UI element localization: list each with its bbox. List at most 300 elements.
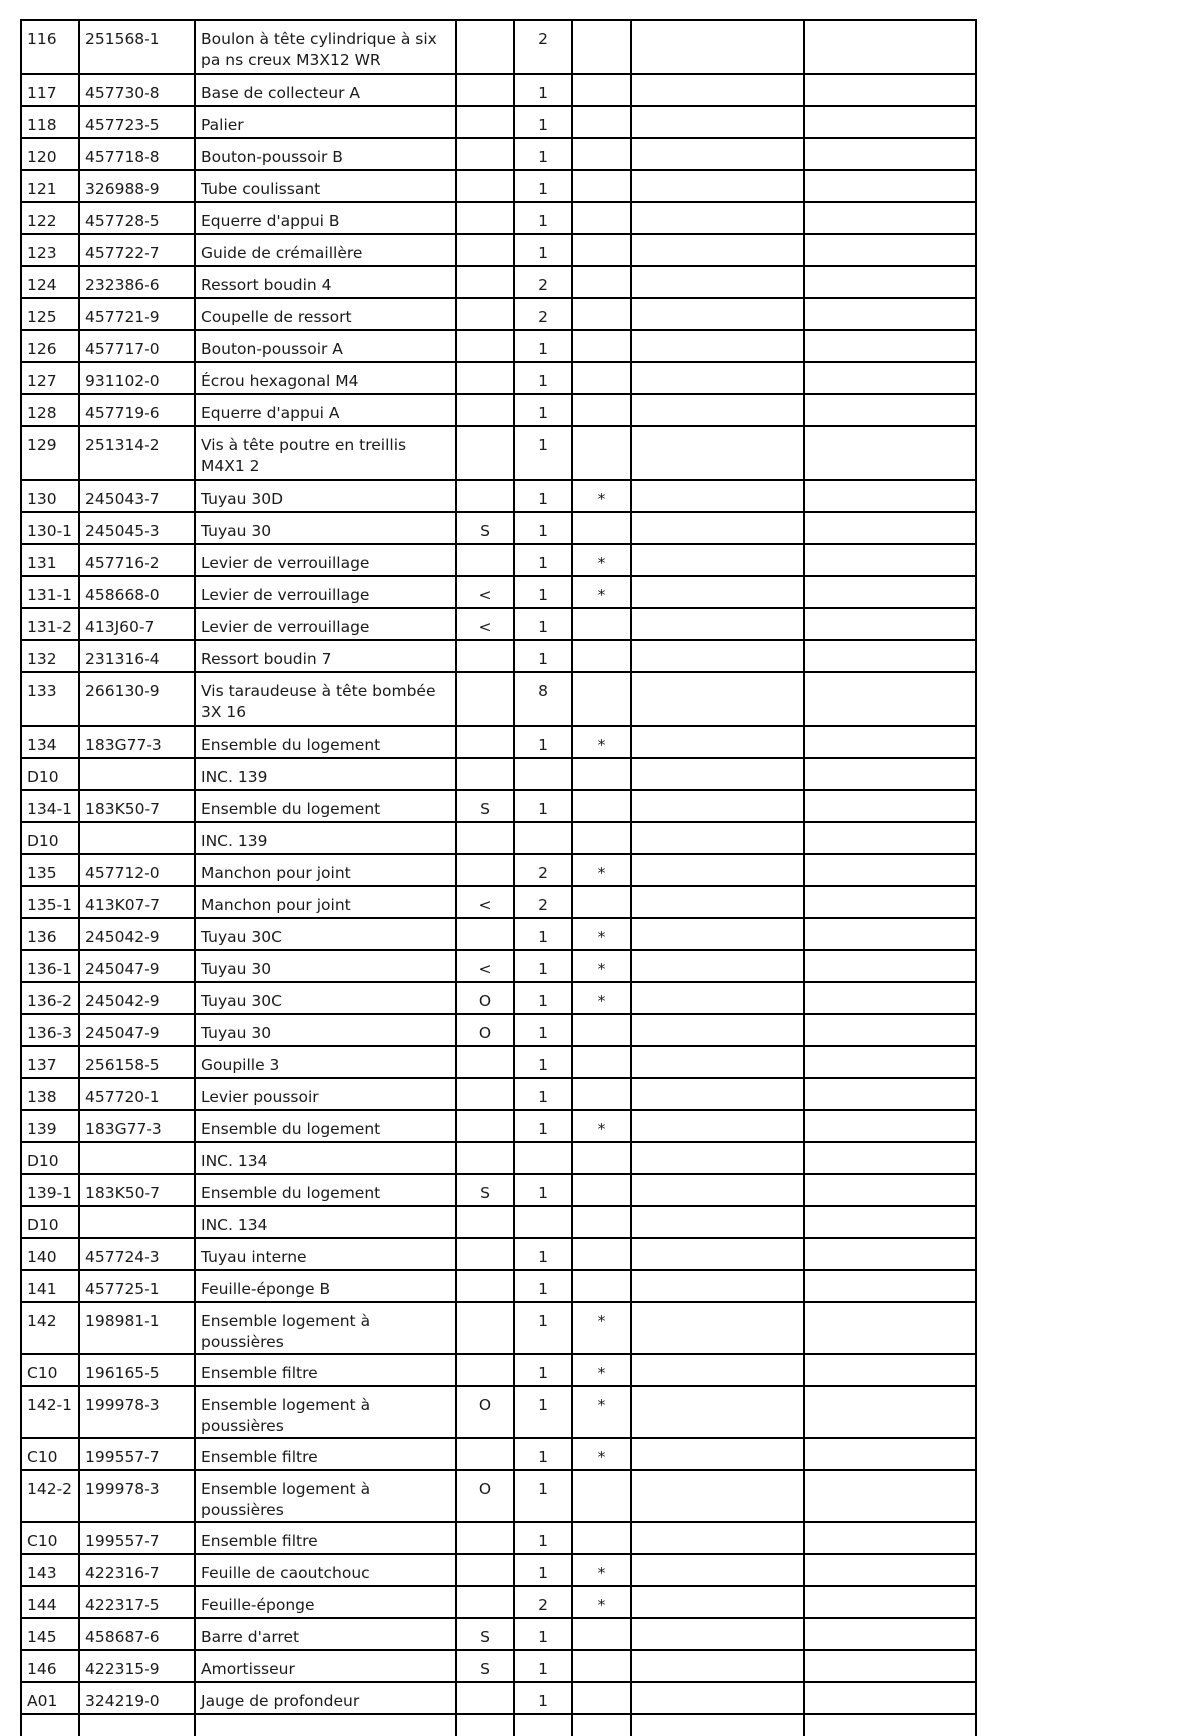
description-cell: Tuyau 30: [195, 1014, 456, 1046]
table-row: [21, 726, 976, 758]
ref-no-cell: [21, 1714, 79, 1736]
note-cell: S: [456, 1650, 514, 1682]
blank-cell: [631, 758, 804, 790]
ref-no-cell: 120: [21, 138, 79, 170]
note-cell: [456, 822, 514, 854]
part-no-cell: 324219-0: [79, 1682, 195, 1714]
blank-cell: [804, 790, 976, 822]
part-no-cell: 422317-5: [79, 1586, 195, 1618]
note-cell: [456, 1238, 514, 1270]
table-row: [21, 74, 976, 106]
blank-cell: [631, 544, 804, 576]
mark-cell: [572, 608, 631, 640]
part-no-cell: [79, 1142, 195, 1174]
blank-cell: [804, 982, 976, 1014]
blank-cell: [631, 950, 804, 982]
part-no-cell: 245047-9: [79, 1014, 195, 1046]
part-no-cell: 457719-6: [79, 394, 195, 426]
note-cell: [456, 480, 514, 512]
note-cell: [456, 202, 514, 234]
blank-cell: [631, 790, 804, 822]
blank-cell: [804, 234, 976, 266]
blank-cell: [631, 918, 804, 950]
note-cell: [456, 298, 514, 330]
part-no-cell: 931102-0: [79, 362, 195, 394]
table-row: [21, 1554, 976, 1586]
quantity-cell: 1: [514, 1014, 572, 1046]
quantity-cell: 1: [514, 1110, 572, 1142]
part-no-cell: 256158-5: [79, 1046, 195, 1078]
blank-cell: [631, 74, 804, 106]
ref-no-cell: 128: [21, 394, 79, 426]
quantity-cell: 1: [514, 950, 572, 982]
blank-cell: [804, 1078, 976, 1110]
description-cell: Feuille-éponge: [195, 1586, 456, 1618]
ref-no-cell: 138: [21, 1078, 79, 1110]
note-cell: [456, 362, 514, 394]
description-cell: Tuyau 30D: [195, 480, 456, 512]
table-row: [21, 544, 976, 576]
ref-no-cell: 134: [21, 726, 79, 758]
quantity-cell: [514, 1206, 572, 1238]
table-row: [21, 362, 976, 394]
quantity-cell: 1: [514, 1438, 572, 1470]
note-cell: [456, 672, 514, 726]
ref-no-cell: C10: [21, 1522, 79, 1554]
blank-cell: [631, 298, 804, 330]
blank-cell: [804, 1014, 976, 1046]
blank-cell: [804, 1206, 976, 1238]
description-cell: Tuyau interne: [195, 1238, 456, 1270]
mark-cell: [572, 394, 631, 426]
blank-cell: [631, 20, 804, 74]
blank-cell: [631, 1174, 804, 1206]
note-cell: O: [456, 982, 514, 1014]
blank-cell: [631, 1650, 804, 1682]
table-row: [21, 1586, 976, 1618]
ref-no-cell: 132: [21, 640, 79, 672]
quantity-cell: 1: [514, 480, 572, 512]
ref-no-cell: 131-2: [21, 608, 79, 640]
blank-cell: [631, 1142, 804, 1174]
blank-cell: [631, 1270, 804, 1302]
quantity-cell: 1: [514, 1302, 572, 1354]
quantity-cell: 1: [514, 1554, 572, 1586]
description-cell: Ensemble du logement: [195, 1174, 456, 1206]
mark-cell: [572, 1206, 631, 1238]
mark-cell: [572, 1078, 631, 1110]
part-no-cell: 457720-1: [79, 1078, 195, 1110]
part-no-cell: 183G77-3: [79, 726, 195, 758]
blank-cell: [631, 234, 804, 266]
part-no-cell: 245042-9: [79, 918, 195, 950]
quantity-cell: 1: [514, 512, 572, 544]
mark-cell: [572, 790, 631, 822]
part-no-cell: 245042-9: [79, 982, 195, 1014]
note-cell: [456, 330, 514, 362]
description-cell: Ensemble du logement: [195, 790, 456, 822]
description-cell: Bouton-poussoir A: [195, 330, 456, 362]
blank-cell: [804, 1650, 976, 1682]
ref-no-cell: 131: [21, 544, 79, 576]
note-cell: [456, 1046, 514, 1078]
quantity-cell: 1: [514, 608, 572, 640]
mark-cell: *: [572, 854, 631, 886]
description-cell: Ensemble filtre: [195, 1438, 456, 1470]
note-cell: <: [456, 576, 514, 608]
description-cell: INC. 134: [195, 1142, 456, 1174]
table-row: [21, 170, 976, 202]
quantity-cell: 1: [514, 1174, 572, 1206]
mark-cell: [572, 1174, 631, 1206]
quantity-cell: 1: [514, 234, 572, 266]
note-cell: [456, 1078, 514, 1110]
blank-cell: [631, 330, 804, 362]
blank-cell: [804, 544, 976, 576]
quantity-cell: 1: [514, 138, 572, 170]
quantity-cell: 1: [514, 1238, 572, 1270]
ref-no-cell: 116: [21, 20, 79, 74]
table-row: [21, 106, 976, 138]
note-cell: [456, 20, 514, 74]
mark-cell: [572, 1142, 631, 1174]
part-no-cell: 251568-1: [79, 20, 195, 74]
mark-cell: *: [572, 576, 631, 608]
blank-cell: [631, 426, 804, 480]
note-cell: [456, 74, 514, 106]
description-cell: Ressort boudin 4: [195, 266, 456, 298]
note-cell: [456, 426, 514, 480]
part-no-cell: 457716-2: [79, 544, 195, 576]
ref-no-cell: 125: [21, 298, 79, 330]
blank-cell: [631, 822, 804, 854]
part-no-cell: 457717-0: [79, 330, 195, 362]
part-no-cell: 199557-7: [79, 1522, 195, 1554]
quantity-cell: 1: [514, 1078, 572, 1110]
note-cell: [456, 1438, 514, 1470]
quantity-cell: 1: [514, 726, 572, 758]
blank-cell: [804, 106, 976, 138]
blank-cell: [631, 1302, 804, 1354]
note-cell: [456, 1206, 514, 1238]
ref-no-cell: 146: [21, 1650, 79, 1682]
ref-no-cell: 124: [21, 266, 79, 298]
table-row: [21, 1206, 976, 1238]
note-cell: <: [456, 950, 514, 982]
table-row: [21, 330, 976, 362]
blank-cell: [804, 512, 976, 544]
part-no-cell: 457724-3: [79, 1238, 195, 1270]
blank-cell: [631, 1078, 804, 1110]
mark-cell: [572, 362, 631, 394]
blank-cell: [804, 640, 976, 672]
quantity-cell: 1: [514, 640, 572, 672]
mark-cell: [572, 1470, 631, 1522]
part-no-cell: 457730-8: [79, 74, 195, 106]
part-no-cell: 251314-2: [79, 426, 195, 480]
description-cell: Goupille 3: [195, 1046, 456, 1078]
table-row: [21, 1438, 976, 1470]
part-no-cell: 231316-4: [79, 640, 195, 672]
blank-cell: [631, 886, 804, 918]
blank-cell: [631, 1238, 804, 1270]
part-no-cell: 266130-9: [79, 672, 195, 726]
ref-no-cell: D10: [21, 1142, 79, 1174]
ref-no-cell: D10: [21, 822, 79, 854]
description-cell: Tuyau 30: [195, 512, 456, 544]
note-cell: [456, 138, 514, 170]
description-cell: Palier: [195, 106, 456, 138]
part-no-cell: 457728-5: [79, 202, 195, 234]
mark-cell: [572, 1682, 631, 1714]
ref-no-cell: 139: [21, 1110, 79, 1142]
description-cell: Levier de verrouillage: [195, 576, 456, 608]
table-row: [21, 1270, 976, 1302]
part-no-cell: 458668-0: [79, 576, 195, 608]
ref-no-cell: 141: [21, 1270, 79, 1302]
ref-no-cell: 137: [21, 1046, 79, 1078]
part-no-cell: 245047-9: [79, 950, 195, 982]
ref-no-cell: D10: [21, 758, 79, 790]
blank-cell: [804, 1386, 976, 1438]
description-cell: Ensemble filtre: [195, 1522, 456, 1554]
mark-cell: *: [572, 950, 631, 982]
table-row: [21, 1386, 976, 1438]
description-cell: Coupelle de ressort: [195, 298, 456, 330]
blank-cell: [804, 1586, 976, 1618]
description-cell: Ensemble du logement: [195, 726, 456, 758]
ref-no-cell: 135-1: [21, 886, 79, 918]
mark-cell: [572, 20, 631, 74]
description-cell: INC. 139: [195, 758, 456, 790]
mark-cell: [572, 1238, 631, 1270]
blank-cell: [804, 1174, 976, 1206]
description-cell: Tuyau 30: [195, 950, 456, 982]
mark-cell: [572, 426, 631, 480]
mark-cell: [572, 512, 631, 544]
table-row: [21, 1354, 976, 1386]
table-row: [21, 234, 976, 266]
description-cell: Bouton-poussoir B: [195, 138, 456, 170]
description-cell: Barre d'arret: [195, 1618, 456, 1650]
note-cell: [456, 106, 514, 138]
part-no-cell: [79, 1714, 195, 1736]
quantity-cell: 1: [514, 1522, 572, 1554]
blank-cell: [804, 1682, 976, 1714]
part-no-cell: 183K50-7: [79, 1174, 195, 1206]
ref-no-cell: 142-1: [21, 1386, 79, 1438]
note-cell: [456, 1714, 514, 1736]
description-cell: [195, 1714, 456, 1736]
mark-cell: [572, 266, 631, 298]
ref-no-cell: 144: [21, 1586, 79, 1618]
note-cell: <: [456, 886, 514, 918]
note-cell: [456, 234, 514, 266]
quantity-cell: 1: [514, 426, 572, 480]
quantity-cell: 1: [514, 544, 572, 576]
blank-cell: [804, 918, 976, 950]
blank-cell: [804, 1618, 976, 1650]
mark-cell: *: [572, 1438, 631, 1470]
mark-cell: [572, 1618, 631, 1650]
table-row: [21, 1618, 976, 1650]
description-cell: Jauge de profondeur: [195, 1682, 456, 1714]
ref-no-cell: 131-1: [21, 576, 79, 608]
part-no-cell: 422316-7: [79, 1554, 195, 1586]
table-row: [21, 854, 976, 886]
blank-cell: [631, 1586, 804, 1618]
blank-cell: [631, 1386, 804, 1438]
table-row: [21, 608, 976, 640]
quantity-cell: [514, 822, 572, 854]
blank-cell: [631, 266, 804, 298]
table-row: [21, 982, 976, 1014]
quantity-cell: 1: [514, 576, 572, 608]
quantity-cell: 1: [514, 1618, 572, 1650]
table-row: [21, 138, 976, 170]
blank-cell: [804, 1110, 976, 1142]
blank-cell: [804, 1354, 976, 1386]
table-row: [21, 20, 976, 74]
note-cell: [456, 1522, 514, 1554]
mark-cell: [572, 640, 631, 672]
ref-no-cell: 121: [21, 170, 79, 202]
note-cell: O: [456, 1470, 514, 1522]
mark-cell: [572, 1046, 631, 1078]
quantity-cell: 2: [514, 854, 572, 886]
mark-cell: *: [572, 1586, 631, 1618]
ref-no-cell: 142-2: [21, 1470, 79, 1522]
mark-cell: *: [572, 982, 631, 1014]
description-cell: Écrou hexagonal M4: [195, 362, 456, 394]
blank-cell: [631, 854, 804, 886]
quantity-cell: 1: [514, 1046, 572, 1078]
part-no-cell: 413J60-7: [79, 608, 195, 640]
quantity-cell: 1: [514, 918, 572, 950]
part-no-cell: 245043-7: [79, 480, 195, 512]
quantity-cell: 2: [514, 1586, 572, 1618]
part-no-cell: 232386-6: [79, 266, 195, 298]
note-cell: [456, 394, 514, 426]
part-no-cell: 422315-9: [79, 1650, 195, 1682]
description-cell: Manchon pour joint: [195, 854, 456, 886]
table-row: [21, 1110, 976, 1142]
mark-cell: *: [572, 1386, 631, 1438]
blank-cell: [631, 138, 804, 170]
part-no-cell: 458687-6: [79, 1618, 195, 1650]
description-cell: Tube coulissant: [195, 170, 456, 202]
blank-cell: [631, 1014, 804, 1046]
ref-no-cell: D10: [21, 1206, 79, 1238]
part-no-cell: 457721-9: [79, 298, 195, 330]
mark-cell: *: [572, 726, 631, 758]
blank-cell: [804, 394, 976, 426]
quantity-cell: 1: [514, 1470, 572, 1522]
blank-cell: [804, 886, 976, 918]
mark-cell: [572, 74, 631, 106]
note-cell: O: [456, 1386, 514, 1438]
quantity-cell: 2: [514, 266, 572, 298]
ref-no-cell: A01: [21, 1682, 79, 1714]
note-cell: [456, 1142, 514, 1174]
table-row: [21, 1714, 976, 1736]
part-no-cell: 199978-3: [79, 1386, 195, 1438]
blank-cell: [631, 1206, 804, 1238]
quantity-cell: 1: [514, 170, 572, 202]
table-row: [21, 512, 976, 544]
blank-cell: [804, 758, 976, 790]
note-cell: [456, 726, 514, 758]
blank-cell: [631, 1522, 804, 1554]
mark-cell: [572, 1014, 631, 1046]
table-row: [21, 576, 976, 608]
quantity-cell: [514, 758, 572, 790]
table-row: [21, 426, 976, 480]
blank-cell: [804, 1714, 976, 1736]
ref-no-cell: C10: [21, 1354, 79, 1386]
note-cell: [456, 1110, 514, 1142]
mark-cell: *: [572, 1110, 631, 1142]
note-cell: [456, 1682, 514, 1714]
part-no-cell: 245045-3: [79, 512, 195, 544]
part-no-cell: 183K50-7: [79, 790, 195, 822]
mark-cell: [572, 886, 631, 918]
quantity-cell: 1: [514, 74, 572, 106]
table-row: [21, 1650, 976, 1682]
note-cell: [456, 544, 514, 576]
mark-cell: [572, 138, 631, 170]
table-row: [21, 1014, 976, 1046]
blank-cell: [804, 202, 976, 234]
blank-cell: [631, 170, 804, 202]
mark-cell: [572, 758, 631, 790]
description-cell: Ensemble logement à poussières: [195, 1470, 456, 1522]
description-cell: Ensemble logement à poussières: [195, 1302, 456, 1354]
note-cell: [456, 1354, 514, 1386]
table-row: [21, 640, 976, 672]
quantity-cell: 2: [514, 20, 572, 74]
blank-cell: [804, 1438, 976, 1470]
mark-cell: [572, 672, 631, 726]
mark-cell: [572, 298, 631, 330]
mark-cell: [572, 170, 631, 202]
blank-cell: [631, 1470, 804, 1522]
description-cell: Equerre d'appui A: [195, 394, 456, 426]
blank-cell: [631, 672, 804, 726]
ref-no-cell: 135: [21, 854, 79, 886]
mark-cell: *: [572, 544, 631, 576]
quantity-cell: 1: [514, 1386, 572, 1438]
blank-cell: [631, 1046, 804, 1078]
table-row: [21, 1238, 976, 1270]
blank-cell: [631, 640, 804, 672]
parts-table-body: [21, 20, 976, 1736]
note-cell: [456, 1586, 514, 1618]
description-cell: Equerre d'appui B: [195, 202, 456, 234]
ref-no-cell: 118: [21, 106, 79, 138]
table-row: [21, 202, 976, 234]
ref-no-cell: 130-1: [21, 512, 79, 544]
table-row: [21, 266, 976, 298]
part-no-cell: 457718-8: [79, 138, 195, 170]
part-no-cell: [79, 1206, 195, 1238]
table-row: [21, 1142, 976, 1174]
part-no-cell: 196165-5: [79, 1354, 195, 1386]
note-cell: O: [456, 1014, 514, 1046]
description-cell: Tuyau 30C: [195, 918, 456, 950]
table-row: [21, 950, 976, 982]
blank-cell: [804, 1522, 976, 1554]
